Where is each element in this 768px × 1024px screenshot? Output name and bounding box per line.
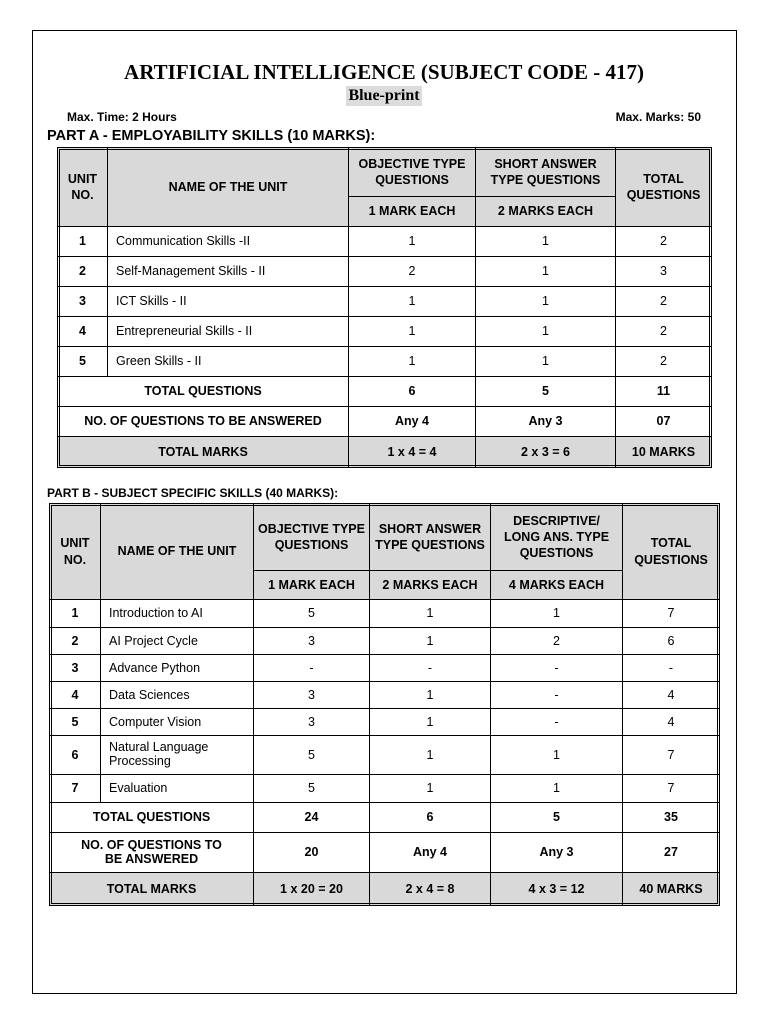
objective-count: 1 [349, 317, 476, 347]
short-total: 5 [476, 377, 616, 407]
document-title: ARTIFICIAL INTELLIGENCE (SUBJECT CODE - 417) [124, 60, 644, 84]
to-answer-row [58, 407, 712, 437]
header-long-marks: 4 MARKS EACH [491, 571, 623, 600]
short-count: 1 [370, 736, 491, 775]
to-answer-row [50, 833, 720, 873]
unit-no: 3 [58, 287, 108, 317]
total-count: 4 [623, 709, 720, 736]
max-marks: Max. Marks: 50 [615, 110, 701, 124]
unit-no: 1 [58, 227, 108, 257]
long-total: 5 [491, 803, 623, 833]
grand-total: 35 [623, 803, 720, 833]
objective-count: 2 [349, 257, 476, 287]
objective-count: 1 [349, 227, 476, 257]
total-count: 7 [623, 736, 720, 775]
table-row [58, 347, 712, 377]
total-count: 2 [616, 287, 712, 317]
header-unit-name: NAME OF THE UNIT [108, 148, 349, 227]
objective-count: 3 [254, 709, 370, 736]
table-row [50, 600, 720, 628]
part-a-table [57, 147, 712, 468]
total-marks-label: TOTAL MARKS [50, 873, 254, 906]
header-unit-no: UNIT NO. [58, 148, 108, 227]
total-to-answer: 27 [623, 833, 720, 873]
unit-no: 2 [50, 628, 101, 655]
total-count: 2 [616, 227, 712, 257]
short-to-answer: Any 4 [370, 833, 491, 873]
table-row [58, 257, 712, 287]
header-objective-marks: 1 MARK EACH [349, 197, 476, 227]
table-row [50, 682, 720, 709]
to-answer-label: NO. OF QUESTIONS TO BE ANSWERED [50, 833, 254, 873]
unit-name: Evaluation [101, 775, 254, 803]
objective-count: 5 [254, 600, 370, 628]
short-count: 1 [476, 227, 616, 257]
unit-no: 2 [58, 257, 108, 287]
objective-marks-total: 1 x 20 = 20 [254, 873, 370, 906]
unit-name: Advance Python [101, 655, 254, 682]
unit-name: Computer Vision [101, 709, 254, 736]
long-count: - [491, 709, 623, 736]
short-total: 6 [370, 803, 491, 833]
header-unit-no: UNIT NO. [50, 504, 101, 600]
total-count: 2 [616, 317, 712, 347]
unit-no: 5 [50, 709, 101, 736]
part-b-heading: PART B - SUBJECT SPECIFIC SKILLS (40 MARKS): [47, 486, 339, 500]
short-count: 1 [476, 257, 616, 287]
document-subtitle: Blue-print [348, 87, 420, 104]
total-marks-row [50, 873, 720, 906]
grand-total: 11 [616, 377, 712, 407]
long-to-answer: Any 3 [491, 833, 623, 873]
unit-no: 3 [50, 655, 101, 682]
total-count: 7 [623, 600, 720, 628]
objective-count: 3 [254, 628, 370, 655]
header-short-marks: 2 MARKS EACH [370, 571, 491, 600]
short-count: 1 [370, 628, 491, 655]
short-count: 1 [370, 775, 491, 803]
unit-no: 6 [50, 736, 101, 775]
unit-no: 4 [50, 682, 101, 709]
short-count: 1 [476, 347, 616, 377]
short-count: 1 [476, 317, 616, 347]
objective-to-answer: 20 [254, 833, 370, 873]
unit-name: Entrepreneurial Skills - II [108, 317, 349, 347]
header-unit-name: NAME OF THE UNIT [101, 504, 254, 600]
header-short-answer: SHORT ANSWER TYPE QUESTIONS [476, 148, 616, 197]
part-b-table [49, 503, 720, 906]
header-total-questions: TOTAL QUESTIONS [616, 148, 712, 227]
to-answer-label: NO. OF QUESTIONS TO BE ANSWERED [58, 407, 349, 437]
unit-name: Data Sciences [101, 682, 254, 709]
total-count: 6 [623, 628, 720, 655]
short-count: 1 [370, 709, 491, 736]
table-row [50, 628, 720, 655]
header-objective-marks: 1 MARK EACH [254, 571, 370, 600]
short-count: 1 [370, 600, 491, 628]
header-long-answer: DESCRIPTIVE/ LONG ANS. TYPE QUESTIONS [491, 504, 623, 571]
long-marks-total: 4 x 3 = 12 [491, 873, 623, 906]
table-row [50, 775, 720, 803]
objective-total: 24 [254, 803, 370, 833]
table-row [50, 709, 720, 736]
table-row [58, 317, 712, 347]
short-count: - [370, 655, 491, 682]
table-row [50, 655, 720, 682]
objective-to-answer: Any 4 [349, 407, 476, 437]
objective-count: - [254, 655, 370, 682]
unit-no: 1 [50, 600, 101, 628]
short-count: 1 [476, 287, 616, 317]
objective-count: 1 [349, 347, 476, 377]
total-count: 2 [616, 347, 712, 377]
header-total-questions: TOTAL QUESTIONS [623, 504, 720, 600]
objective-count: 5 [254, 736, 370, 775]
total-marks-value: 10 MARKS [616, 437, 712, 468]
header-objective: OBJECTIVE TYPE QUESTIONS [349, 148, 476, 197]
unit-no: 5 [58, 347, 108, 377]
short-to-answer: Any 3 [476, 407, 616, 437]
unit-no: 7 [50, 775, 101, 803]
unit-no: 4 [58, 317, 108, 347]
short-marks-total: 2 x 4 = 8 [370, 873, 491, 906]
objective-marks-total: 1 x 4 = 4 [349, 437, 476, 468]
short-marks-total: 2 x 3 = 6 [476, 437, 616, 468]
objective-count: 3 [254, 682, 370, 709]
total-marks-label: TOTAL MARKS [58, 437, 349, 468]
unit-name: Green Skills - II [108, 347, 349, 377]
total-count: 7 [623, 775, 720, 803]
max-time: Max. Time: 2 Hours [67, 110, 177, 124]
total-count: 4 [623, 682, 720, 709]
unit-name: Natural Language Processing [101, 736, 254, 775]
total-count: 3 [616, 257, 712, 287]
table-row [50, 736, 720, 775]
long-count: 1 [491, 736, 623, 775]
total-questions-label: TOTAL QUESTIONS [58, 377, 349, 407]
total-marks-row [58, 437, 712, 468]
long-count: 1 [491, 600, 623, 628]
header-objective: OBJECTIVE TYPE QUESTIONS [254, 504, 370, 571]
long-count: - [491, 655, 623, 682]
total-questions-row [58, 377, 712, 407]
total-questions-row [50, 803, 720, 833]
total-to-answer: 07 [616, 407, 712, 437]
table-row [58, 227, 712, 257]
unit-name: Communication Skills -II [108, 227, 349, 257]
total-marks-value: 40 MARKS [623, 873, 720, 906]
part-a-heading: PART A - EMPLOYABILITY SKILLS (10 MARKS): [47, 128, 376, 144]
header-short-marks: 2 MARKS EACH [476, 197, 616, 227]
total-questions-label: TOTAL QUESTIONS [50, 803, 254, 833]
long-count: 2 [491, 628, 623, 655]
table-row [58, 287, 712, 317]
objective-total: 6 [349, 377, 476, 407]
unit-name: Self-Management Skills - II [108, 257, 349, 287]
unit-name: ICT Skills - II [108, 287, 349, 317]
long-count: - [491, 682, 623, 709]
header-short-answer: SHORT ANSWER TYPE QUESTIONS [370, 504, 491, 571]
objective-count: 5 [254, 775, 370, 803]
total-count: - [623, 655, 720, 682]
unit-name: AI Project Cycle [101, 628, 254, 655]
objective-count: 1 [349, 287, 476, 317]
long-count: 1 [491, 775, 623, 803]
unit-name: Introduction to AI [101, 600, 254, 628]
short-count: 1 [370, 682, 491, 709]
